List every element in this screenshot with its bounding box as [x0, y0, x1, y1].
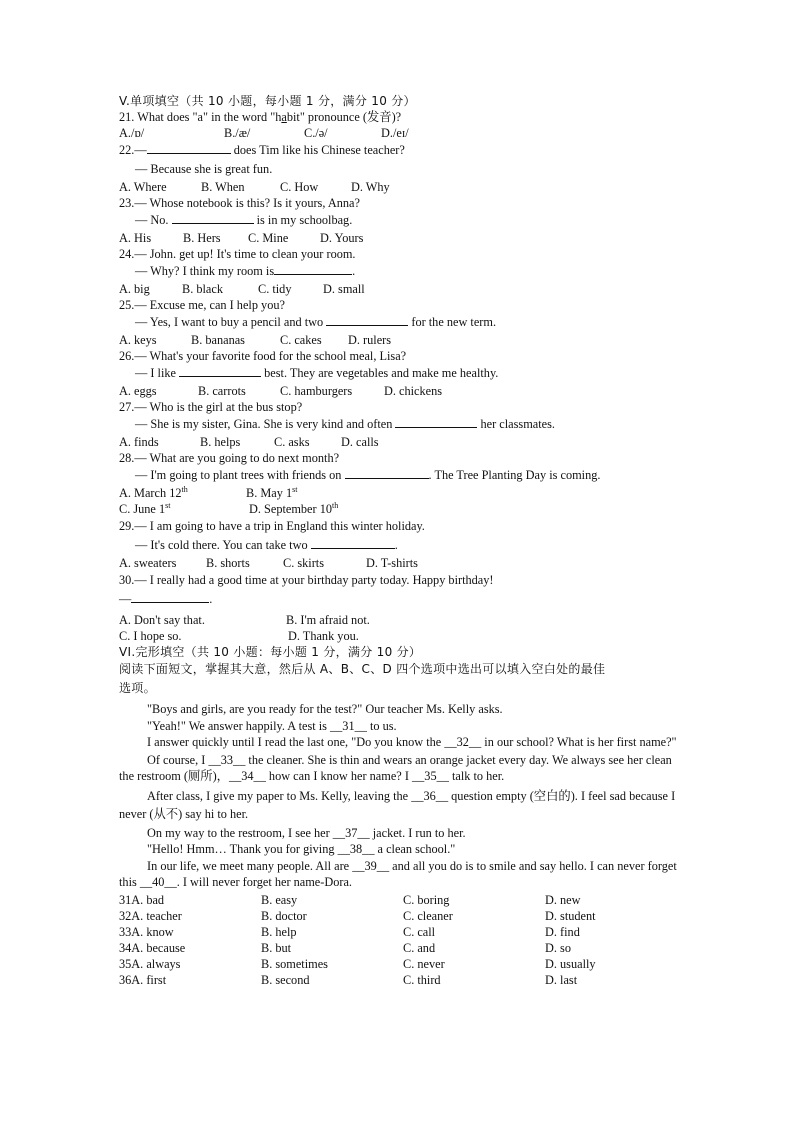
answer-blank[interactable] [326, 314, 408, 326]
answer-blank[interactable] [172, 212, 254, 224]
option-a[interactable]: A. sweaters [119, 556, 177, 570]
cloze-option-row [119, 892, 679, 908]
passage-paragraph: I answer quickly until I read the last one, "Do you know the __32__ in our school? What is her first name?" [147, 735, 677, 749]
question-28-options-row-2 [119, 501, 679, 517]
option-c[interactable]: C. and [403, 940, 436, 955]
option-c[interactable]: C. hamburgers [280, 384, 353, 398]
option-d[interactable]: D. student [545, 908, 596, 923]
section-6-instructions-line-2: 选项。 [119, 681, 156, 695]
question-29: 29.— I am going to have a trip in England this winter holiday. [119, 519, 425, 533]
passage-paragraph: Of course, I __33__ the cleaner. She is thin and wears an orange jacket every day. We always see her clean the restroom (厕所)，__34__ how can I know her name? I __35__ talk to her. [119, 752, 672, 783]
question-29-answer: — It's cold there. You can take two . [135, 538, 398, 552]
answer-blank[interactable] [147, 142, 231, 154]
option-d[interactable]: D. T-shirts [366, 556, 418, 570]
option-d[interactable]: D. last [545, 972, 578, 987]
question-29-options [119, 555, 679, 571]
option-a[interactable]: 34A. because [119, 940, 186, 955]
cloze-options [119, 892, 679, 988]
question-30-options-row-2 [119, 628, 679, 644]
option-d[interactable]: D. new [545, 892, 581, 907]
option-b[interactable]: B. Hers [183, 231, 221, 245]
answer-blank[interactable] [395, 416, 477, 428]
option-b[interactable]: B./æ/ [224, 126, 251, 140]
question-23-answer: — No. is in my schoolbag. [135, 213, 353, 227]
question-25: 25.— Excuse me, can I help you? [119, 298, 285, 312]
section-6-heading: VI.完形填空（共 10 小题：每小题 1 分，满分 10 分） [119, 645, 422, 659]
option-c[interactable]: C. tidy [258, 282, 292, 296]
question-23: 23.— Whose notebook is this? Is it yours, Anna? [119, 196, 360, 210]
option-b[interactable]: B. doctor [261, 908, 307, 923]
question-24-answer: — Why? I think my room is . [135, 264, 356, 278]
option-b[interactable]: B. I'm afraid not. [286, 613, 370, 627]
option-c[interactable]: C. cakes [280, 333, 322, 347]
option-b[interactable]: B. shorts [206, 556, 250, 570]
option-b[interactable]: B. helps [200, 435, 241, 449]
option-d[interactable]: D. Yours [320, 231, 364, 245]
question-22-options [119, 179, 679, 195]
option-c[interactable]: C. call [403, 924, 436, 939]
option-a[interactable]: 36A. first [119, 972, 167, 987]
option-c[interactable]: C. never [403, 956, 445, 971]
passage-paragraph: After class, I give my paper to Ms. Kelly, leaving the __36__ question empty (空白的). I feel sad because I never (从不) say hi to her. [119, 788, 676, 821]
option-b[interactable]: B. sometimes [261, 956, 328, 971]
option-a[interactable]: A. March 12th [119, 484, 188, 500]
option-a[interactable]: 33A. know [119, 924, 174, 939]
option-b[interactable]: B. carrots [198, 384, 246, 398]
passage-paragraph: On my way to the restroom, I see her __37__ jacket. I run to her. [147, 825, 466, 840]
option-c[interactable]: C. I hope so. [119, 629, 182, 643]
question-23-options [119, 230, 679, 246]
exam-page [119, 93, 679, 988]
question-28-options-row-1 [119, 485, 679, 501]
option-d[interactable]: D. so [545, 940, 571, 955]
question-26-options [119, 383, 679, 399]
question-27: 27.— Who is the girl at the bus stop? [119, 400, 303, 414]
answer-blank[interactable] [131, 591, 209, 603]
answer-blank[interactable] [311, 537, 395, 549]
answer-blank[interactable] [179, 365, 261, 377]
option-b[interactable]: B. bananas [191, 333, 245, 347]
option-a[interactable]: 31A. bad [119, 892, 165, 907]
option-b[interactable]: B. easy [261, 892, 298, 907]
option-d[interactable]: D. calls [341, 435, 379, 449]
option-c[interactable]: C. June 1st [119, 500, 171, 516]
option-d[interactable]: D. small [323, 282, 365, 296]
cloze-option-row [119, 972, 679, 988]
option-b[interactable]: B. May 1st [246, 484, 298, 500]
answer-blank[interactable] [345, 467, 429, 479]
option-b[interactable]: B. help [261, 924, 297, 939]
option-c[interactable]: C. boring [403, 892, 450, 907]
option-c[interactable]: C. skirts [283, 556, 324, 570]
question-28: 28.— What are you going to do next month? [119, 451, 340, 465]
passage-paragraph: In our life, we meet many people. All are __39__ and all you do is to smile and say hello. I can never forget this __40__. I will never forget her name-Dora. [119, 858, 677, 889]
question-30-options-row-1 [119, 612, 679, 628]
question-25-answer: — Yes, I want to buy a pencil and two for the new term. [135, 315, 497, 329]
option-c[interactable]: C. Mine [248, 231, 289, 245]
option-a[interactable]: A. eggs [119, 384, 157, 398]
question-27-answer: — She is my sister, Gina. She is very kind and often her classmates. [135, 417, 555, 431]
option-d[interactable]: D. rulers [348, 333, 392, 347]
question-30: 30.— I really had a good time at your birthday party today. Happy birthday! [119, 573, 494, 587]
passage-paragraph: "Hello! Hmm… Thank you for giving __38__ a clean school." [147, 842, 456, 856]
option-d[interactable]: D./eɪ/ [381, 126, 409, 140]
option-d[interactable]: D. chickens [384, 384, 443, 398]
option-b[interactable]: B. second [261, 972, 310, 987]
question-21: 21. What does "a" in the word "habit" pronounce (发音)? [119, 110, 402, 124]
cloze-option-row [119, 940, 679, 956]
question-24: 24.— John. get up! It's time to clean your room. [119, 247, 356, 261]
passage-paragraph: "Boys and girls, are you ready for the test?" Our teacher Ms. Kelly asks. [147, 702, 503, 716]
question-28-answer: — I'm going to plant trees with friends on . The Tree Planting Day is coming. [135, 468, 601, 482]
question-21-options [119, 125, 679, 141]
option-b[interactable]: B. but [261, 940, 292, 955]
question-25-options [119, 332, 679, 348]
question-22-answer: — Because she is great fun. [135, 162, 273, 176]
option-d[interactable]: D. usually [545, 956, 596, 971]
option-a[interactable]: 35A. always [119, 956, 181, 971]
option-c[interactable]: C. asks [274, 435, 310, 449]
passage-paragraph: "Yeah!" We answer happily. A test is __31__ to us. [147, 718, 397, 733]
option-a[interactable]: A. big [119, 282, 150, 296]
question-30-answer: — . [119, 592, 213, 606]
question-24-options [119, 281, 679, 297]
option-c[interactable]: C. third [403, 972, 441, 987]
option-a[interactable]: A. Where [119, 180, 167, 194]
option-d[interactable]: D. Why [351, 180, 390, 194]
option-c[interactable]: C. cleaner [403, 908, 453, 923]
option-a[interactable]: A. finds [119, 435, 159, 449]
option-a[interactable]: A. His [119, 231, 152, 245]
question-26-answer: — I like best. They are vegetables and make me healthy. [135, 366, 499, 380]
section-5-heading: V.单项填空（共 10 小题，每小题 1 分，满分 10 分） [119, 94, 416, 108]
option-a[interactable]: A. Don't say that. [119, 613, 205, 627]
option-c[interactable]: C./ə/ [304, 126, 328, 140]
answer-blank[interactable] [274, 263, 352, 275]
option-a[interactable]: A./ɒ/ [119, 126, 145, 140]
question-22: 22.— does Tim like his Chinese teacher? [119, 143, 405, 157]
cloze-option-row [119, 908, 679, 924]
cloze-option-row [119, 924, 679, 940]
option-d[interactable]: D. Thank you. [288, 629, 359, 643]
option-a[interactable]: A. keys [119, 333, 157, 347]
option-b[interactable]: B. black [182, 282, 223, 296]
section-6-instructions-line-1: 阅读下面短文，掌握其大意，然后从 A、B、C、D 四个选项中选出可以填入空白处的最佳 [119, 662, 606, 676]
cloze-option-row [119, 956, 679, 972]
option-d[interactable]: D. September 10th [249, 500, 339, 516]
option-a[interactable]: 32A. teacher [119, 908, 182, 923]
option-b[interactable]: B. When [201, 180, 245, 194]
option-c[interactable]: C. How [280, 180, 319, 194]
option-d[interactable]: D. find [545, 924, 580, 939]
question-27-options [119, 434, 679, 450]
question-26: 26.— What's your favorite food for the school meal, Lisa? [119, 349, 407, 363]
